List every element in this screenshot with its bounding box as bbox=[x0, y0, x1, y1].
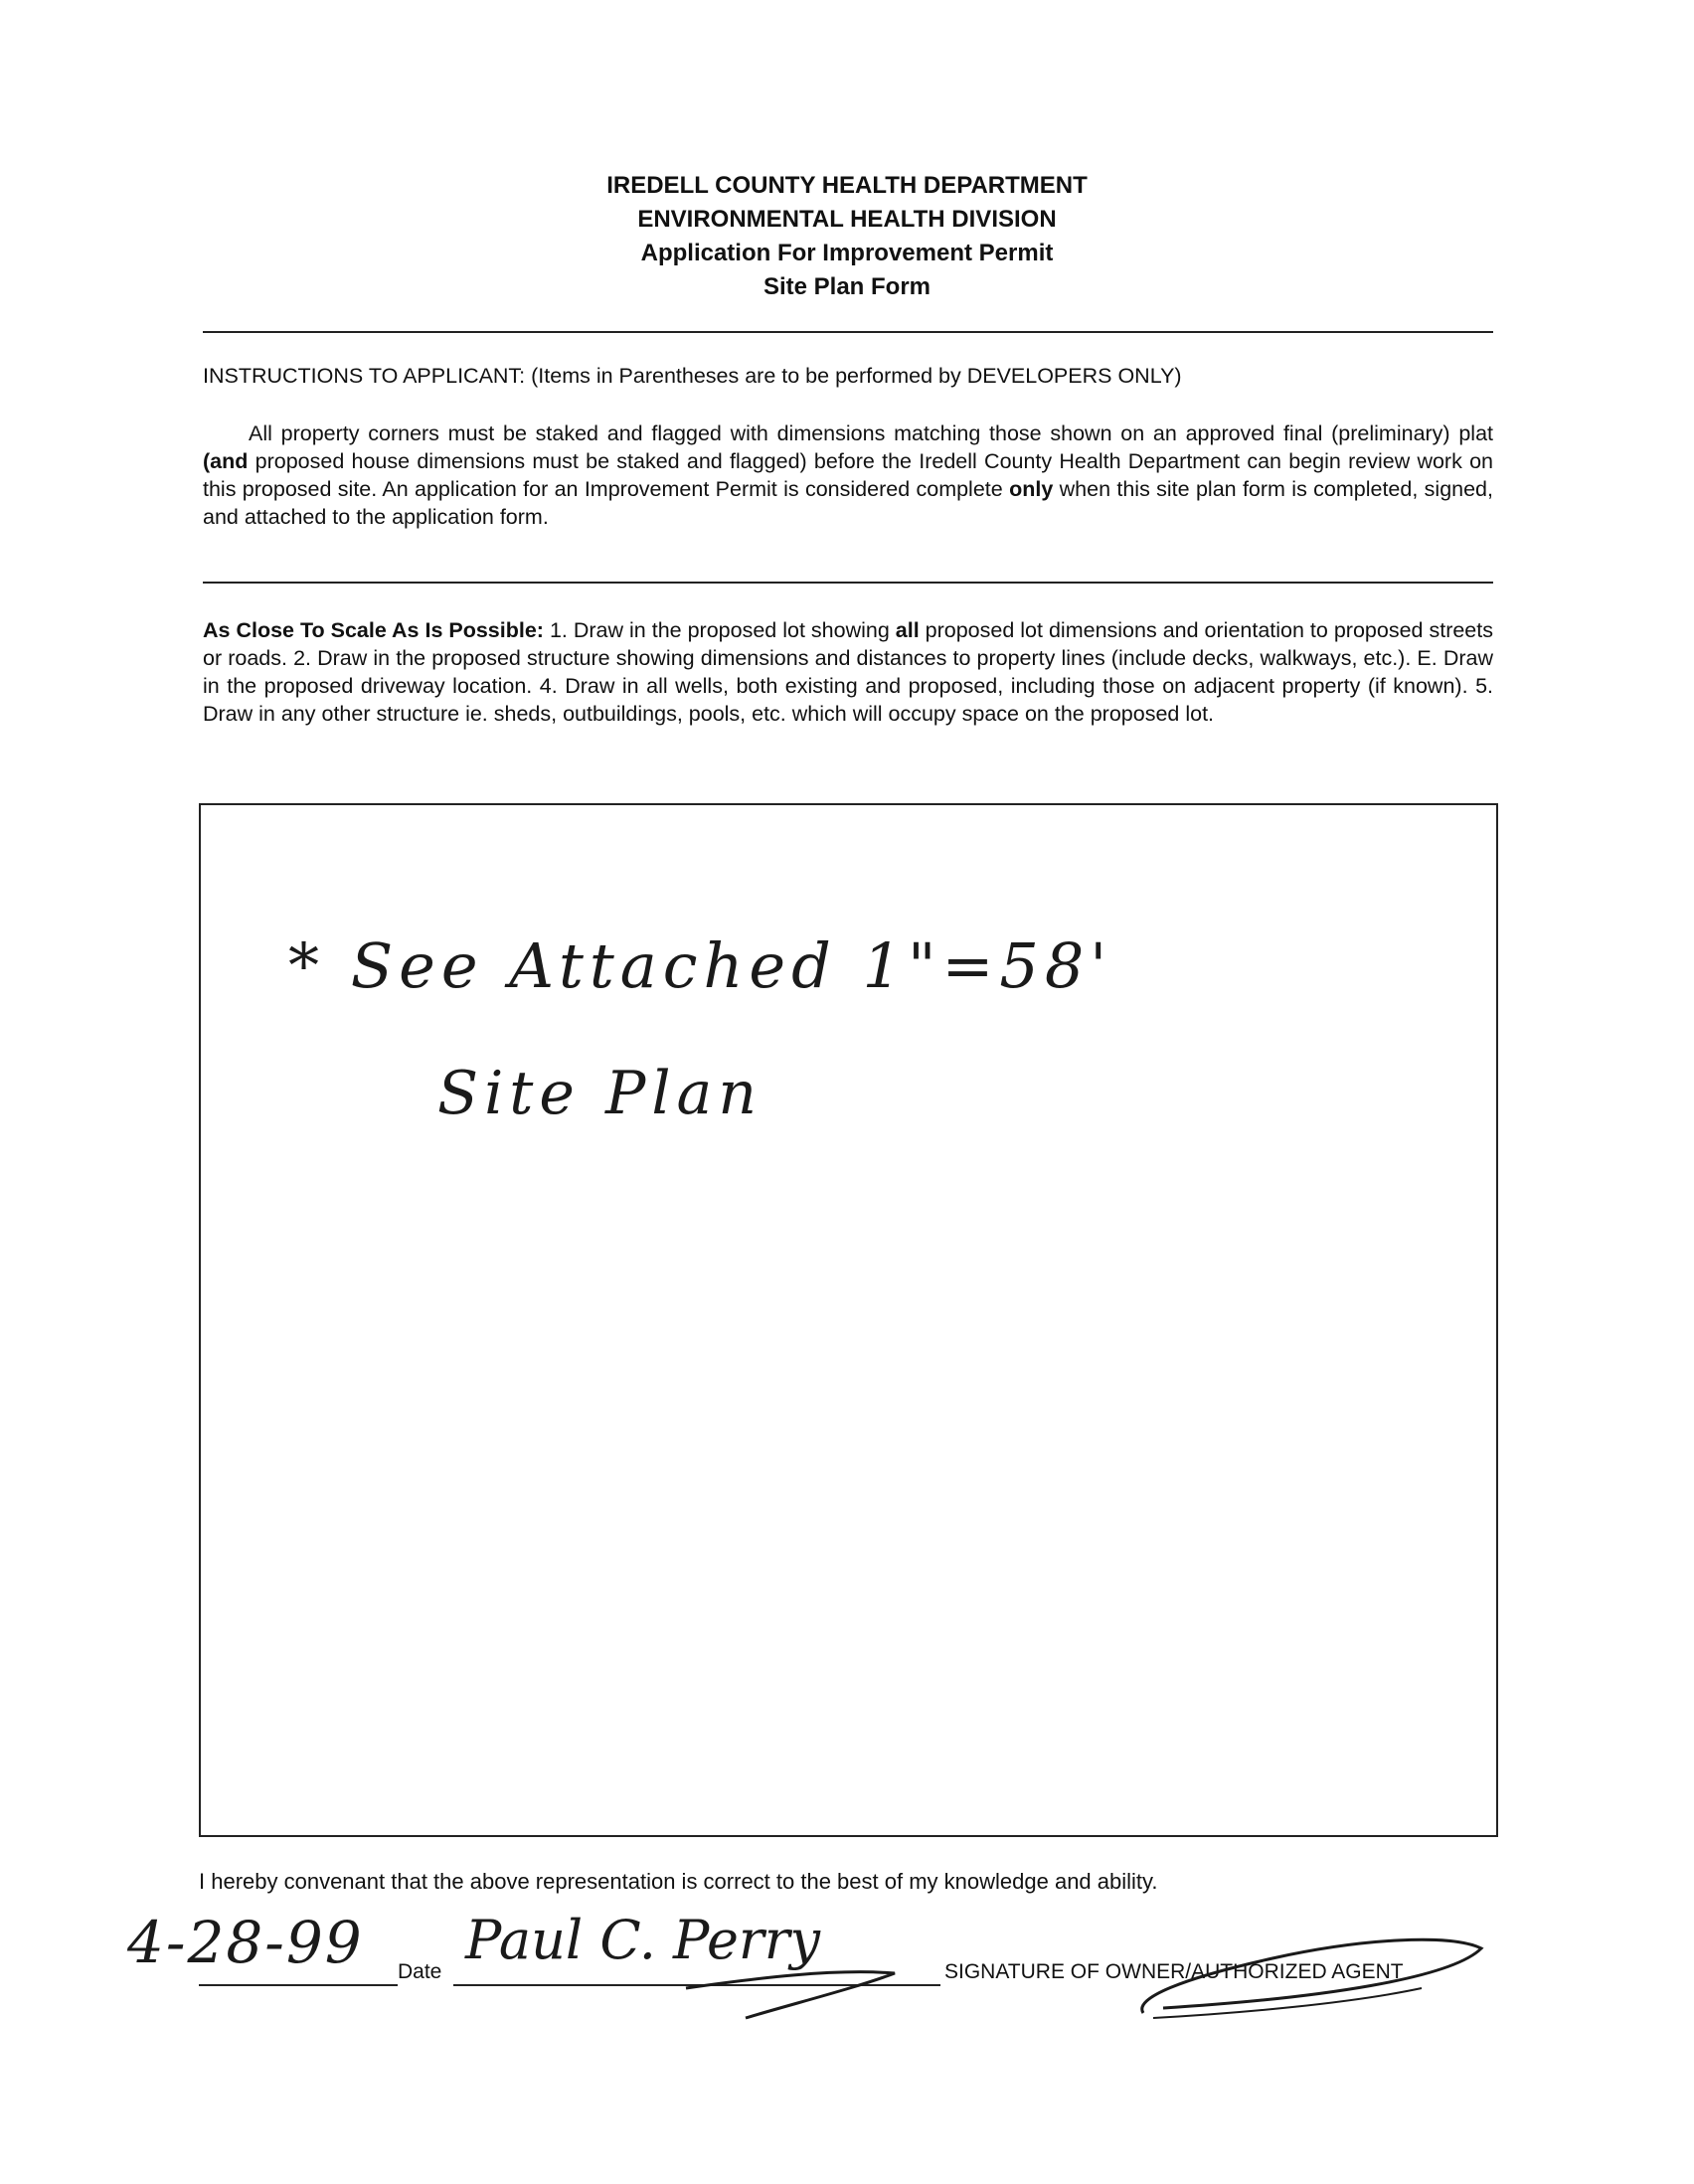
instructions-text-2: proposed house dimensions must be staked and flagged) before the Iredell County Health Department can begin review work on this proposed site. An application for an Improvement Permit is considered complete bbox=[203, 449, 1493, 501]
instructions-bold-and: (and bbox=[203, 449, 249, 473]
scale-lead: As Close To Scale As Is Possible: bbox=[203, 618, 544, 642]
scale-instructions bbox=[203, 616, 1493, 728]
top-divider bbox=[203, 331, 1493, 333]
handwritten-note-line1: * See Attached 1"=58' bbox=[288, 929, 1113, 1002]
signature-flourish bbox=[676, 1948, 974, 2028]
date-label: Date bbox=[398, 1960, 442, 1983]
instructions-bold-only: only bbox=[1009, 477, 1054, 501]
handwritten-date: 4-28-99 bbox=[127, 1909, 364, 1976]
handwritten-note-line2: Site Plan bbox=[437, 1059, 762, 1128]
form-header bbox=[0, 169, 1694, 304]
handwritten-signature: Paul C. Perry bbox=[465, 1909, 821, 1971]
instructions-heading: INSTRUCTIONS TO APPLICANT: (Items in Parentheses are to be performed by DEVELOPERS ONLY) bbox=[203, 364, 1182, 388]
header-department: IREDELL COUNTY HEALTH DEPARTMENT bbox=[606, 172, 1088, 199]
instructions-text-1: All property corners must be staked and flagged with dimensions matching those shown on an approved final (preliminary) plat bbox=[249, 421, 1493, 445]
instructions-paragraph bbox=[203, 420, 1493, 531]
scale-text-1: 1. Draw in the proposed lot showing bbox=[543, 618, 896, 642]
header-form-title: Application For Improvement Permit bbox=[640, 240, 1054, 266]
header-division: ENVIRONMENTAL HEALTH DIVISION bbox=[637, 206, 1057, 233]
scale-text-2: proposed lot dimensions and orientation to proposed streets or roads. 2. Draw in the proposed structure showing dimensions and distances to property lines (include decks, walkways, etc.). E. Draw in the proposed driveway location. 4. Draw in all wells, both existing and proposed, including those on adjacent property (if known). 5. Draw in any other structure ie. sheds, outbuildings, pools, etc. which will occupy space on the proposed lot. bbox=[203, 618, 1493, 726]
signature-label-scribble bbox=[1123, 1919, 1501, 2028]
scale-bold-all: all bbox=[895, 618, 920, 642]
instructions-text-3: when this site plan form is completed, signed, and attached to the application form. bbox=[203, 477, 1493, 529]
signature-label: SIGNATURE OF OWNER/AUTHORIZED AGENT bbox=[944, 1960, 1404, 1983]
date-line bbox=[199, 1984, 398, 1986]
middle-divider bbox=[203, 582, 1493, 584]
covenant-statement: I hereby convenant that the above representation is correct to the best of my knowledge and ability. bbox=[199, 1869, 1158, 1894]
header-form-subtitle: Site Plan Form bbox=[762, 273, 932, 300]
